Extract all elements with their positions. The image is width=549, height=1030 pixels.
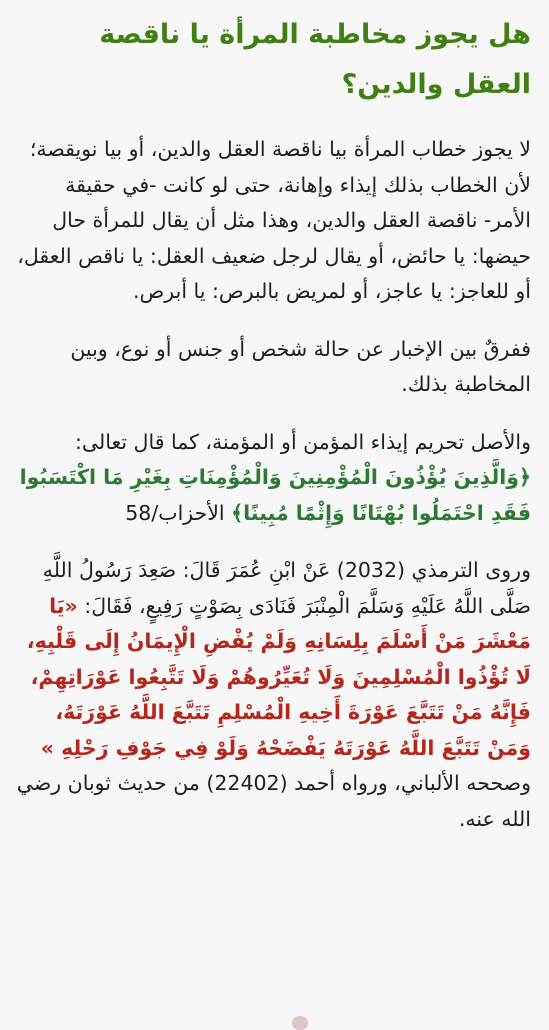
paragraph-quran-evidence — [14, 425, 531, 532]
quran-verse: ﴿وَالَّذِينَ يُؤْذُونَ الْمُؤْمِنِينَ وَالْمُؤْمِنَاتِ بِغَيْرِ مَا اكْتَسَبُوا فَقَدِ احْتَمَلُوا بُهْتَانًا وَإِثْمًا مُبِينًا﴾ — [19, 465, 531, 525]
hadith-intro-text: وروى الترمذي (2032) عَنْ ابْنِ عُمَرَ قَالَ: صَعِدَ رَسُولُ اللَّهِ صَلَّى اللَّهُ عَلَيْهِ وَسَلَّمَ الْمِنْبَرَ فَنَادَى بِصَوْتٍ رَفِيعٍ، فَقَالَ: — [42, 558, 531, 618]
scroll-indicator[interactable] — [292, 1016, 308, 1030]
hadith-text: «يَا مَعْشَرَ مَنْ أَسْلَمَ بِلِسَانِهِ وَلَمْ يُفْضِ الْإِيمَانُ إِلَى قَلْبِهِ، لَا تُؤْذُوا الْمُسْلِمِينَ وَلَا تُعَيِّرُوهُمْ وَلَا تَتَّبِعُوا عَوْرَاتِهِمْ، فَإِنَّهُ مَنْ تَتَبَّعَ عَوْرَةَ أَخِيهِ الْمُسْلِمِ تَتَبَّعَ اللَّهُ عَوْرَتَهُ، وَمَنْ تَتَبَّعَ اللَّهُ عَوْرَتَهُ يَفْضَحْهُ وَلَوْ فِي جَوْفِ رَحْلِهِ » — [26, 593, 531, 760]
paragraph-hadith-evidence — [14, 553, 531, 837]
article-title: هل يجوز مخاطبة المرأة يا ناقصة العقل والدين؟ — [99, 19, 531, 100]
paragraph-prohibition: لا يجوز خطاب المرأة بيا ناقصة العقل والدين، أو بيا نويقصة؛ لأن الخطاب بذلك إيذاء وإهانة، حتى لو كانت -في حقيقة الأمر- ناقصة العقل والدين، وهذا مثل أن يقال للمرأة حال حيضها: يا حائض، أو يقال لرجل ضعيف العقل: يا ناقص العقل، أو للعاجز: يا عاجز، أو لمريض بالبرص: يا أبرص. — [17, 137, 531, 303]
quran-reference: الأحزاب/58 — [125, 500, 232, 525]
quran-intro-text: والأصل تحريم إيذاء المؤمن أو المؤمنة، كما قال تعالى: — [74, 429, 531, 454]
hadith-source-text: وصححه الألباني، ورواه أحمد (22402) من حديث ثوبان رضي الله عنه. — [16, 771, 531, 831]
paragraph-distinction: ففرقٌ بين الإخبار عن حالة شخص أو جنس أو نوع، وبين المخاطبة بذلك. — [70, 336, 531, 396]
